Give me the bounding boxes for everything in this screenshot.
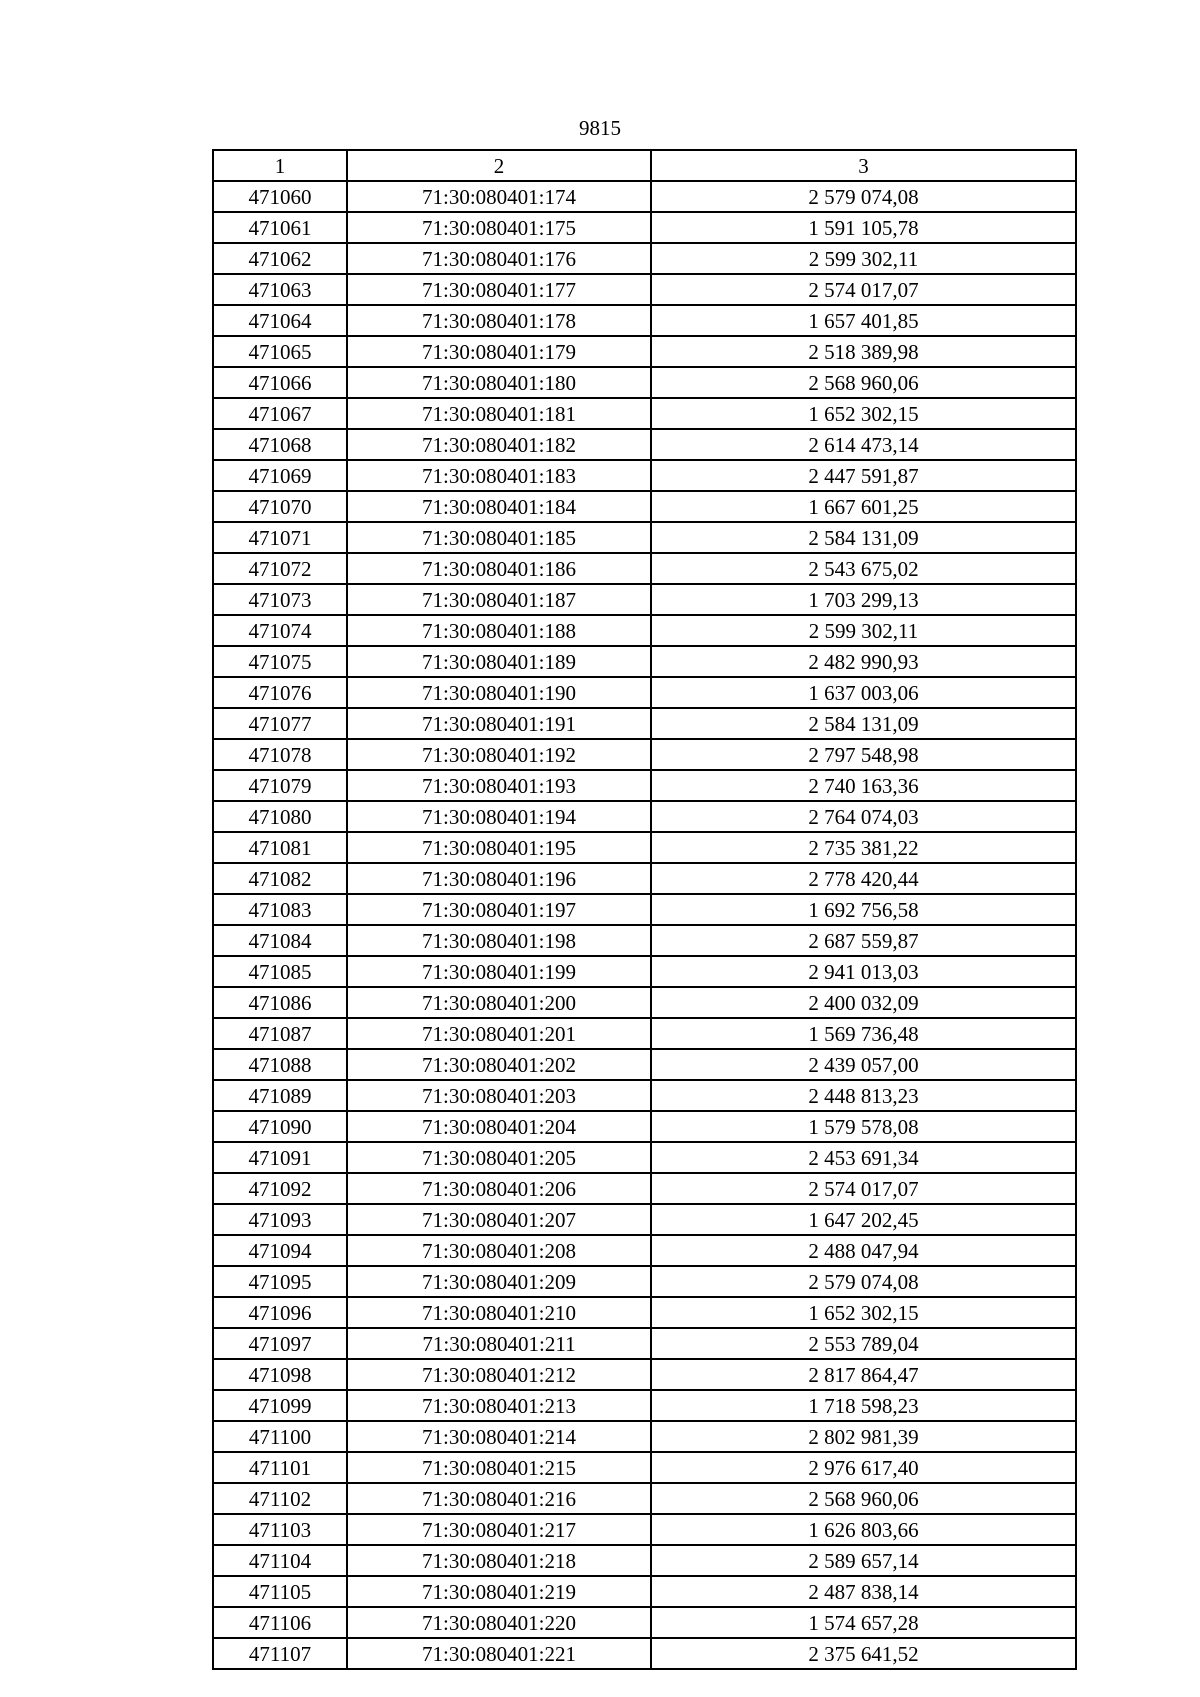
table-row [213,1390,1076,1421]
row-number-cell: 471061 [213,212,347,243]
value-cell: 1 652 302,15 [651,398,1076,429]
cadastral-number-cell: 71:30:080401:177 [347,274,651,305]
value-cell: 2 778 420,44 [651,863,1076,894]
cadastral-number-cell: 71:30:080401:184 [347,491,651,522]
column-header-1: 1 [213,150,347,181]
cadastral-number-cell: 71:30:080401:220 [347,1607,651,1638]
row-number-cell: 471102 [213,1483,347,1514]
cadastral-number-cell: 71:30:080401:204 [347,1111,651,1142]
value-cell: 2 941 013,03 [651,956,1076,987]
table-row [213,274,1076,305]
table-row [213,1638,1076,1669]
value-cell: 1 652 302,15 [651,1297,1076,1328]
value-cell: 2 735 381,22 [651,832,1076,863]
row-number-cell: 471095 [213,1266,347,1297]
row-number-cell: 471093 [213,1204,347,1235]
table-row [213,1576,1076,1607]
table-row [213,770,1076,801]
row-number-cell: 471075 [213,646,347,677]
value-cell: 2 740 163,36 [651,770,1076,801]
table-row [213,243,1076,274]
cadastral-number-cell: 71:30:080401:188 [347,615,651,646]
row-number-cell: 471065 [213,336,347,367]
cadastral-number-cell: 71:30:080401:179 [347,336,651,367]
cadastral-number-cell: 71:30:080401:200 [347,987,651,1018]
row-number-cell: 471101 [213,1452,347,1483]
value-cell: 1 637 003,06 [651,677,1076,708]
value-cell: 1 692 756,58 [651,894,1076,925]
row-number-cell: 471081 [213,832,347,863]
row-number-cell: 471082 [213,863,347,894]
cadastral-number-cell: 71:30:080401:203 [347,1080,651,1111]
value-cell: 2 439 057,00 [651,1049,1076,1080]
value-cell: 2 482 990,93 [651,646,1076,677]
value-cell: 1 657 401,85 [651,305,1076,336]
table-row [213,894,1076,925]
cadastral-number-cell: 71:30:080401:202 [347,1049,651,1080]
row-number-cell: 471091 [213,1142,347,1173]
table-row [213,739,1076,770]
cadastral-number-cell: 71:30:080401:182 [347,429,651,460]
cadastral-number-cell: 71:30:080401:175 [347,212,651,243]
table-row [213,832,1076,863]
row-number-cell: 471103 [213,1514,347,1545]
table-row [213,367,1076,398]
row-number-cell: 471064 [213,305,347,336]
table-row [213,460,1076,491]
row-number-cell: 471072 [213,553,347,584]
column-header-3: 3 [651,150,1076,181]
value-cell: 2 553 789,04 [651,1328,1076,1359]
row-number-cell: 471106 [213,1607,347,1638]
cadastral-number-cell: 71:30:080401:216 [347,1483,651,1514]
value-cell: 1 569 736,48 [651,1018,1076,1049]
value-cell: 1 591 105,78 [651,212,1076,243]
row-number-cell: 471098 [213,1359,347,1390]
table-row [213,1421,1076,1452]
row-number-cell: 471060 [213,181,347,212]
value-cell: 1 626 803,66 [651,1514,1076,1545]
value-cell: 1 667 601,25 [651,491,1076,522]
cadastral-number-cell: 71:30:080401:194 [347,801,651,832]
table-row [213,1514,1076,1545]
row-number-cell: 471089 [213,1080,347,1111]
table-header-row [213,150,1076,181]
row-number-cell: 471076 [213,677,347,708]
cadastral-number-cell: 71:30:080401:206 [347,1173,651,1204]
cadastral-number-cell: 71:30:080401:174 [347,181,651,212]
value-cell: 1 574 657,28 [651,1607,1076,1638]
table-row [213,212,1076,243]
row-number-cell: 471099 [213,1390,347,1421]
row-number-cell: 471084 [213,925,347,956]
value-cell: 2 817 864,47 [651,1359,1076,1390]
row-number-cell: 471066 [213,367,347,398]
table-row [213,584,1076,615]
cadastral-number-cell: 71:30:080401:212 [347,1359,651,1390]
table-row [213,987,1076,1018]
row-number-cell: 471063 [213,274,347,305]
table-row [213,1142,1076,1173]
cadastral-number-cell: 71:30:080401:196 [347,863,651,894]
value-cell: 2 574 017,07 [651,274,1076,305]
cadastral-number-cell: 71:30:080401:209 [347,1266,651,1297]
value-cell: 2 448 813,23 [651,1080,1076,1111]
row-number-cell: 471078 [213,739,347,770]
value-cell: 2 579 074,08 [651,181,1076,212]
cadastral-number-cell: 71:30:080401:214 [347,1421,651,1452]
value-cell: 2 584 131,09 [651,522,1076,553]
row-number-cell: 471074 [213,615,347,646]
table-row [213,1173,1076,1204]
cadastral-number-cell: 71:30:080401:219 [347,1576,651,1607]
cadastral-number-cell: 71:30:080401:215 [347,1452,651,1483]
table-row [213,1266,1076,1297]
row-number-cell: 471088 [213,1049,347,1080]
value-cell: 2 568 960,06 [651,367,1076,398]
cadastral-number-cell: 71:30:080401:187 [347,584,651,615]
table-row [213,1235,1076,1266]
cadastral-number-cell: 71:30:080401:193 [347,770,651,801]
cadastral-number-cell: 71:30:080401:217 [347,1514,651,1545]
value-cell: 2 400 032,09 [651,987,1076,1018]
table-row [213,801,1076,832]
table-row [213,1359,1076,1390]
table-row [213,956,1076,987]
cadastral-number-cell: 71:30:080401:186 [347,553,651,584]
table-row [213,646,1076,677]
row-number-cell: 471094 [213,1235,347,1266]
cadastral-number-cell: 71:30:080401:183 [347,460,651,491]
row-number-cell: 471073 [213,584,347,615]
row-number-cell: 471107 [213,1638,347,1669]
table-row [213,1080,1076,1111]
row-number-cell: 471070 [213,491,347,522]
value-cell: 2 488 047,94 [651,1235,1076,1266]
table-row [213,615,1076,646]
value-cell: 1 703 299,13 [651,584,1076,615]
table-row [213,1204,1076,1235]
value-cell: 2 518 389,98 [651,336,1076,367]
cadastral-number-cell: 71:30:080401:189 [347,646,651,677]
cadastral-number-cell: 71:30:080401:195 [347,832,651,863]
cadastral-number-cell: 71:30:080401:190 [347,677,651,708]
table-row [213,1111,1076,1142]
row-number-cell: 471071 [213,522,347,553]
row-number-cell: 471077 [213,708,347,739]
table-row [213,925,1076,956]
value-cell: 2 568 960,06 [651,1483,1076,1514]
value-cell: 2 447 591,87 [651,460,1076,491]
table-row [213,553,1076,584]
table-row [213,708,1076,739]
cadastral-number-cell: 71:30:080401:198 [347,925,651,956]
table-row [213,336,1076,367]
table-row [213,677,1076,708]
row-number-cell: 471069 [213,460,347,491]
row-number-cell: 471086 [213,987,347,1018]
data-table [212,149,1077,1670]
value-cell: 2 976 617,40 [651,1452,1076,1483]
table-row [213,522,1076,553]
cadastral-number-cell: 71:30:080401:221 [347,1638,651,1669]
column-header-2: 2 [347,150,651,181]
value-cell: 2 802 981,39 [651,1421,1076,1452]
value-cell: 2 574 017,07 [651,1173,1076,1204]
cadastral-number-cell: 71:30:080401:210 [347,1297,651,1328]
value-cell: 2 797 548,98 [651,739,1076,770]
page-number: 9815 [579,116,621,140]
row-number-cell: 471085 [213,956,347,987]
value-cell: 2 375 641,52 [651,1638,1076,1669]
table-row [213,305,1076,336]
row-number-cell: 471080 [213,801,347,832]
cadastral-number-cell: 71:30:080401:218 [347,1545,651,1576]
row-number-cell: 471062 [213,243,347,274]
value-cell: 2 453 691,34 [651,1142,1076,1173]
value-cell: 2 614 473,14 [651,429,1076,460]
row-number-cell: 471105 [213,1576,347,1607]
row-number-cell: 471096 [213,1297,347,1328]
cadastral-number-cell: 71:30:080401:178 [347,305,651,336]
table-row [213,1545,1076,1576]
value-cell: 2 584 131,09 [651,708,1076,739]
cadastral-number-cell: 71:30:080401:181 [347,398,651,429]
value-cell: 2 579 074,08 [651,1266,1076,1297]
table-row [213,181,1076,212]
table-row [213,1483,1076,1514]
cadastral-number-cell: 71:30:080401:192 [347,739,651,770]
table-row [213,1607,1076,1638]
value-cell: 1 718 598,23 [651,1390,1076,1421]
cadastral-number-cell: 71:30:080401:208 [347,1235,651,1266]
row-number-cell: 471097 [213,1328,347,1359]
table-body [213,181,1076,1669]
value-cell: 2 687 559,87 [651,925,1076,956]
table-row [213,1049,1076,1080]
row-number-cell: 471090 [213,1111,347,1142]
value-cell: 1 647 202,45 [651,1204,1076,1235]
value-cell: 2 599 302,11 [651,243,1076,274]
cadastral-number-cell: 71:30:080401:211 [347,1328,651,1359]
table-row [213,491,1076,522]
table-row [213,1328,1076,1359]
cadastral-number-cell: 71:30:080401:180 [347,367,651,398]
cadastral-number-cell: 71:30:080401:191 [347,708,651,739]
cadastral-number-cell: 71:30:080401:201 [347,1018,651,1049]
value-cell: 2 543 675,02 [651,553,1076,584]
cadastral-number-cell: 71:30:080401:197 [347,894,651,925]
cadastral-number-cell: 71:30:080401:205 [347,1142,651,1173]
row-number-cell: 471079 [213,770,347,801]
cadastral-number-cell: 71:30:080401:199 [347,956,651,987]
table-row [213,863,1076,894]
cadastral-number-cell: 71:30:080401:185 [347,522,651,553]
value-cell: 2 599 302,11 [651,615,1076,646]
table-row [213,429,1076,460]
row-number-cell: 471092 [213,1173,347,1204]
row-number-cell: 471087 [213,1018,347,1049]
table-row [213,1297,1076,1328]
value-cell: 2 764 074,03 [651,801,1076,832]
row-number-cell: 471067 [213,398,347,429]
cadastral-number-cell: 71:30:080401:213 [347,1390,651,1421]
cadastral-number-cell: 71:30:080401:176 [347,243,651,274]
row-number-cell: 471104 [213,1545,347,1576]
table-row [213,1018,1076,1049]
row-number-cell: 471100 [213,1421,347,1452]
cadastral-number-cell: 71:30:080401:207 [347,1204,651,1235]
value-cell: 2 589 657,14 [651,1545,1076,1576]
table-row [213,1452,1076,1483]
value-cell: 2 487 838,14 [651,1576,1076,1607]
table-row [213,398,1076,429]
row-number-cell: 471068 [213,429,347,460]
row-number-cell: 471083 [213,894,347,925]
value-cell: 1 579 578,08 [651,1111,1076,1142]
